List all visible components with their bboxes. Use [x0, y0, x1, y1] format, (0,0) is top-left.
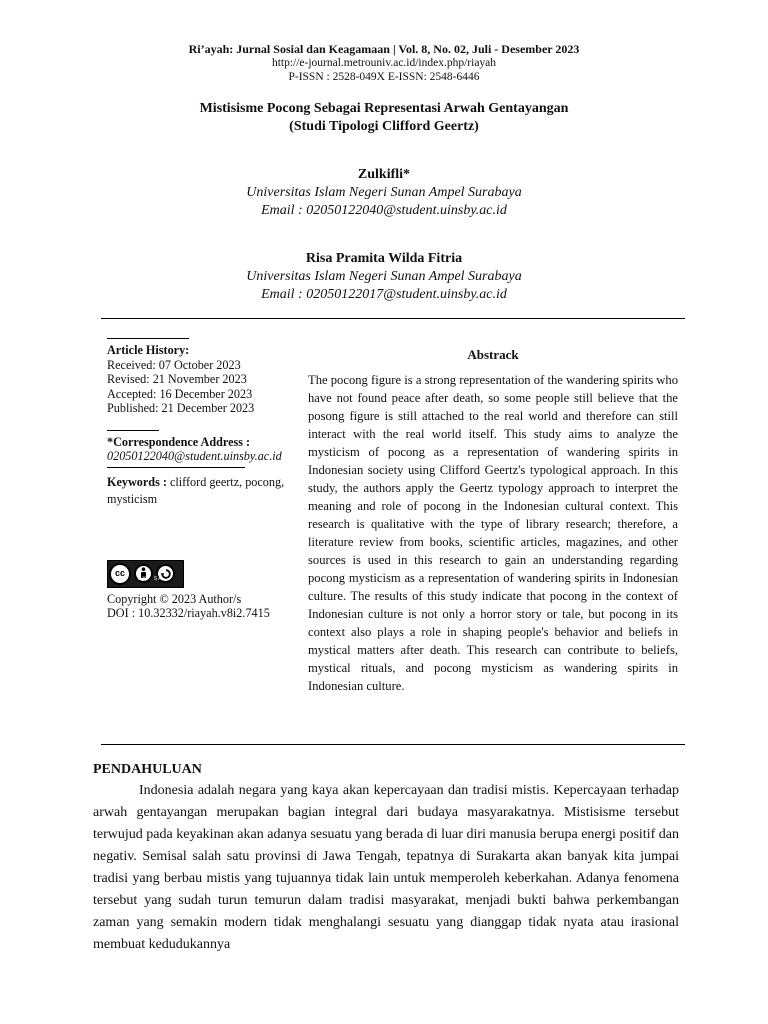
journal-header [0, 42, 768, 84]
license-sa: SA [153, 576, 163, 582]
journal-issn: P-ISSN : 2528-049X E-ISSN: 2548-6446 [288, 71, 480, 83]
journal-url[interactable]: http://e-journal.metrouniv.ac.id/index.php/riayah [271, 57, 497, 69]
author-2 [0, 250, 768, 304]
revised-date: Revised: 21 November 2023 [107, 372, 247, 386]
license-labels [138, 572, 163, 587]
section-heading: PENDAHULUAN [93, 762, 202, 777]
correspondence-email[interactable]: 02050122040@student.uinsby.ac.id [107, 449, 282, 463]
keywords-text: clifford geertz, pocong, mysticism [107, 474, 285, 506]
author-email: Email : 02050122040@student.uinsby.ac.id [261, 203, 507, 218]
correspondence-label: *Correspondence Address : [107, 434, 251, 449]
received-date: Received: 07 October 2023 [107, 357, 241, 372]
section-paragraph: Indonesia adalah negara yang kaya akan kepercayaan dan tradisi mistis. Kepercayaan terhadap arwah gentayangan merupakan bagian integral dari budaya masyarakatnya. Mistisisme tersebut terwujud pada keyakinan akan adanya sesuatu yang berada di luar diri manusia berupa energi positif dan negativ. Semisal salah satu provinsi di Jawa Tengah, tepatnya di Surakarta akan banyak kita jumpai tradisi yang berbau mistis yang tujuannya tidak lain untuk memperoleh keberkahan. Adanya fenomena tersebut yang sudah turun temurun dalam tradisi masyarakat, menjadi bukti bahwa perkembangan zaman yang semakin modern tidak menghalangi sesuatu yang dianggap tidak nyata atau irasional membuat kedudukannya [93, 783, 679, 952]
copyright: Copyright © 2023 Author/s [107, 591, 242, 606]
title-line-2: (Studi Tipologi Clifford Geertz) [289, 119, 479, 134]
license-by: BY [138, 576, 147, 582]
abstract-text: The pocong figure is a strong representation of the wandering spirits who have not found peace after death, so some people still believe that the posong figure is still attached to the real world and therefore can still interact with the real world itself. This study aims to analyze the mysticism of pocong as a representation of wandering spirits in Indonesian society using Clifford Geertz's typological approach. In this study, the authors apply the Geertz typology approach to interpret the meaning and role of pocong in the Indonesian cultural context. This research is qualitative with the type of library research; therefore, a literature review from books, scientific articles, magazines, and other sources is used in this research to gain an understanding regarding pocong mysticism as a representation of wandering spirits in Indonesian culture. The results of this study indicate that pocong in the context of Indonesian culture is not only a horror story or tale, but pocong in its context also plays a role in shaping people's behavior and beliefs in mystical matters after death. This research can contribute to beliefs, mystical rituals, and pocong mysticism as wandering spirits in Indonesian culture. [308, 373, 678, 693]
introduction-section [93, 760, 679, 956]
author-email: Email : 02050122017@student.uinsby.ac.id [261, 287, 507, 302]
title-line-1: Mistisisme Pocong Sebagai Representasi Arwah Gentayangan [199, 101, 569, 116]
abstract-heading: Abstrack [467, 347, 519, 362]
cc-license-badge[interactable] [107, 560, 184, 588]
author-name: Zulkifli* [357, 167, 411, 182]
author-affiliation: Universitas Islam Negeri Sunan Ampel Surabaya [246, 185, 522, 200]
doi[interactable]: DOI : 10.32332/riayah.v8i2.7415 [107, 606, 270, 620]
short-divider [107, 338, 189, 339]
keywords-label: Keywords : [107, 474, 167, 489]
cc-icon: cc [109, 563, 131, 585]
bottom-divider [101, 744, 685, 745]
paper-title [0, 100, 768, 136]
article-info-sidebar [107, 338, 297, 621]
author-1 [0, 166, 768, 220]
short-divider [107, 430, 159, 431]
keywords-divider [107, 467, 245, 468]
keywords [107, 474, 297, 508]
accepted-date: Accepted: 16 December 2023 [107, 386, 253, 401]
journal-citation: Ri’ayah: Jurnal Sosial dan Keagamaan | Vol. 8, No. 02, Juli - Desember 2023 [188, 42, 580, 56]
published-date: Published: 21 December 2023 [107, 401, 255, 415]
history-label: Article History: [107, 343, 190, 357]
abstract [308, 347, 678, 695]
author-name: Risa Pramita Wilda Fitria [305, 251, 463, 266]
author-affiliation: Universitas Islam Negeri Sunan Ampel Surabaya [246, 269, 522, 284]
top-divider [101, 318, 685, 319]
